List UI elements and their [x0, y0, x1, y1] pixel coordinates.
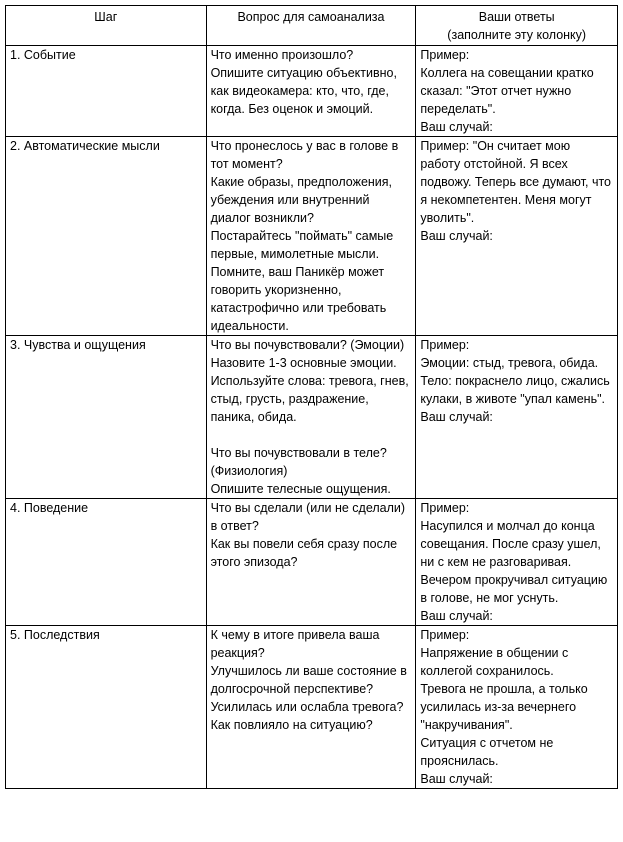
answer-text: Ваш случай: [420, 772, 493, 786]
question-text: Постарайтесь "поймать" самые первые, мимолетные мысли. [210, 229, 397, 261]
answer-text: Эмоции: стыд, тревога, обида. [420, 356, 599, 370]
answer-text: Ваш случай: [420, 229, 493, 243]
answer-text: Ситуация с отчетом не прояснилась. [420, 736, 557, 768]
answer-text: Ваш случай: [420, 120, 493, 134]
header-answer-note: (заполните эту колонку) [447, 28, 587, 42]
question-text: Что именно произошло? [210, 48, 354, 62]
question-cell [206, 137, 416, 336]
table-row [6, 336, 618, 499]
answer-cell[interactable] [416, 499, 618, 626]
answer-cell[interactable] [416, 46, 618, 137]
question-text: Как вы повели себя сразу после этого эпизода? [210, 537, 401, 569]
step-cell: 3. Чувства и ощущения [6, 336, 207, 499]
answer-text: Тревога не прошла, а только усилилась из-за вечернего "накручивания". [420, 682, 592, 732]
answer-text: Коллега на совещании кратко сказал: "Этот отчет нужно переделать". [420, 66, 598, 116]
step-cell: 1. Событие [6, 46, 207, 137]
question-text: Что вы почувствовали? (Эмоции) [210, 338, 405, 352]
answer-text: Пример: "Он считает мою работу отстойной. Я всех подвожу. Теперь все думают, что я некомпетентен. Меня могут уволить". [420, 139, 615, 225]
answer-text: Пример: [420, 501, 470, 515]
question-text: Что пронеслось у вас в голове в тот момент? [210, 139, 402, 171]
question-text: Усилилась или ослабла тревога? [210, 700, 404, 714]
table-row [6, 626, 618, 789]
question-text: Как повлияло на ситуацию? [210, 718, 373, 732]
answer-cell[interactable] [416, 336, 618, 499]
table-row [6, 137, 618, 336]
question-text: Улучшилось ли ваше состояние в долгосрочной перспективе? [210, 664, 411, 696]
question-cell [206, 499, 416, 626]
step-cell: 5. Последствия [6, 626, 207, 789]
answer-text: Ваш случай: [420, 609, 493, 623]
self-analysis-table [5, 5, 618, 789]
question-cell [206, 46, 416, 137]
header-answer [416, 6, 618, 46]
question-text: Опишите ситуацию объективно, как видеокамера: кто, что, где, когда. Без оценок и эмоций. [210, 66, 401, 116]
answer-text: Напряжение в общении с коллегой сохранилось. [420, 646, 572, 678]
question-text: Помните, ваш Паникёр может говорить укоризненно, катастрофично или требовать идеальности. [210, 265, 390, 333]
table-row [6, 499, 618, 626]
answer-text: Ваш случай: [420, 410, 493, 424]
answer-text: Пример: [420, 48, 470, 62]
answer-text: Пример: [420, 628, 470, 642]
question-cell [206, 626, 416, 789]
header-question: Вопрос для самоанализа [206, 6, 416, 46]
question-cell [206, 336, 416, 499]
answer-text: Насупился и молчал до конца совещания. После сразу ушел, ни с кем не разговаривая. [420, 519, 605, 569]
answer-text: Тело: покраснело лицо, сжались кулаки, в животе "упал камень". [420, 374, 614, 406]
question-text: Какие образы, предположения, убеждения или внутренний диалог возникли? [210, 175, 396, 225]
step-cell: 2. Автоматические мысли [6, 137, 207, 336]
question-text: Что вы почувствовали в теле? (Физиология) [210, 446, 391, 478]
question-text: К чему в итоге привела ваша реакция? [210, 628, 383, 660]
answer-text: Пример: [420, 338, 470, 352]
answer-cell[interactable] [416, 137, 618, 336]
question-text: Что вы сделали (или не сделали) в ответ? [210, 501, 409, 533]
table-row [6, 46, 618, 137]
step-cell: 4. Поведение [6, 499, 207, 626]
spacer [211, 426, 412, 444]
answer-cell[interactable] [416, 626, 618, 789]
question-text: Опишите телесные ощущения. [210, 482, 391, 496]
header-step: Шаг [6, 6, 207, 46]
question-text: Назовите 1-3 основные эмоции. Используйте слова: тревога, гнев, стыд, грусть, раздражение, паника, обида. [210, 356, 413, 424]
answer-text: Вечером прокручивал ситуацию в голове, не мог уснуть. [420, 573, 611, 605]
header-row [6, 6, 618, 46]
header-answer-title: Ваши ответы [478, 10, 555, 24]
